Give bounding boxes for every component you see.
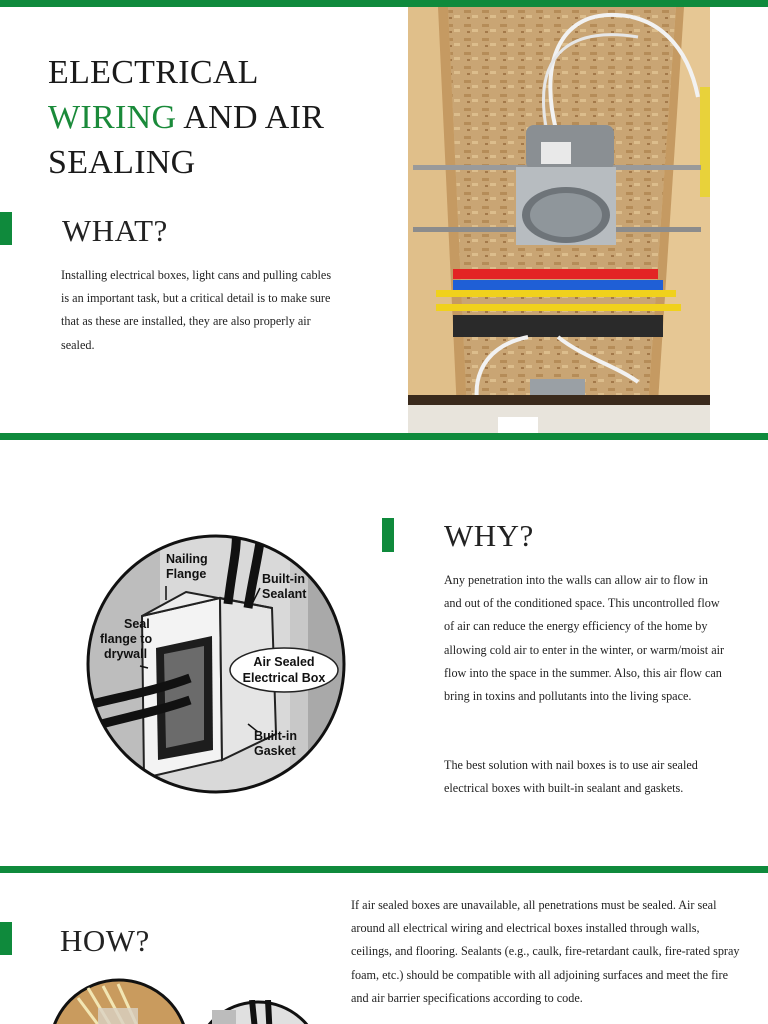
label-box-1: Air Sealed — [253, 655, 315, 669]
label-gasket-1: Built-in — [254, 729, 298, 743]
title-line1: ELECTRICAL — [48, 54, 259, 91]
label-seal-flange-3: drywall — [104, 647, 148, 661]
section-divider-2 — [0, 866, 768, 873]
title-line3: SEALING — [48, 144, 196, 181]
why-body-1: Any penetration into the walls can allow air to flow in and out of the conditioned space. This uncontrolled flow of air can reduce the energy efficiency of the home by allowing cold air to enter in the winter, or warm/moist air flow into the space in the summer. Also, this air flow can bring in toxins and pollutants into the living space. — [444, 573, 725, 704]
how-photo-left-illustration — [48, 978, 190, 1024]
label-seal-flange-1: Seal — [124, 617, 150, 631]
label-builtin-sealant-1: Built-in — [262, 572, 306, 586]
how-marker — [0, 922, 12, 955]
why-body-2: The best solution with nail boxes is to use air sealed electrical boxes with built-in sealant and gaskets. — [444, 758, 698, 796]
how-heading: HOW? — [60, 923, 150, 958]
what-heading: WHAT? — [62, 213, 168, 248]
diagram-illustration — [80, 528, 352, 800]
wiring-photo-illustration — [408, 7, 710, 433]
title-line2-rest: AND AIR — [176, 99, 325, 136]
how-photo-left — [48, 978, 190, 1024]
label-seal-flange-2: flange to — [100, 632, 153, 646]
label-builtin-sealant-2: Sealant — [262, 587, 307, 601]
label-box-2: Electrical Box — [242, 671, 326, 685]
what-marker — [0, 212, 12, 245]
page-title — [48, 50, 324, 185]
how-photo-right — [192, 1000, 324, 1024]
why-heading: WHY? — [444, 518, 534, 553]
how-photo-right-illustration — [192, 1000, 324, 1024]
why-marker — [382, 518, 394, 552]
label-gasket-2: Gasket — [254, 744, 296, 758]
section-divider-1 — [0, 433, 768, 440]
top-band — [0, 0, 768, 7]
wiring-photo — [408, 7, 710, 433]
what-body: Installing electrical boxes, light cans and pulling cables is an important task, but a critical detail is to make sure that as these are installed, they are also properly air sealed. — [61, 268, 332, 352]
title-accent-word: WIRING — [48, 99, 177, 136]
air-sealed-box-diagram — [80, 528, 352, 800]
label-nailing-flange-2: Flange — [166, 567, 207, 581]
how-body: If air sealed boxes are unavailable, all penetrations must be sealed. Air seal around all electrical wiring and electrical boxes installed through walls, ceilings, and flooring. Sealants (e.g., caulk, fire-retardant caulk, fire-rated spray foam, etc.) should be compatible with all adjoining surfaces and meet the fire and air barrier specifications according to code. — [351, 898, 740, 1005]
label-nailing-flange-1: Nailing — [166, 552, 208, 566]
